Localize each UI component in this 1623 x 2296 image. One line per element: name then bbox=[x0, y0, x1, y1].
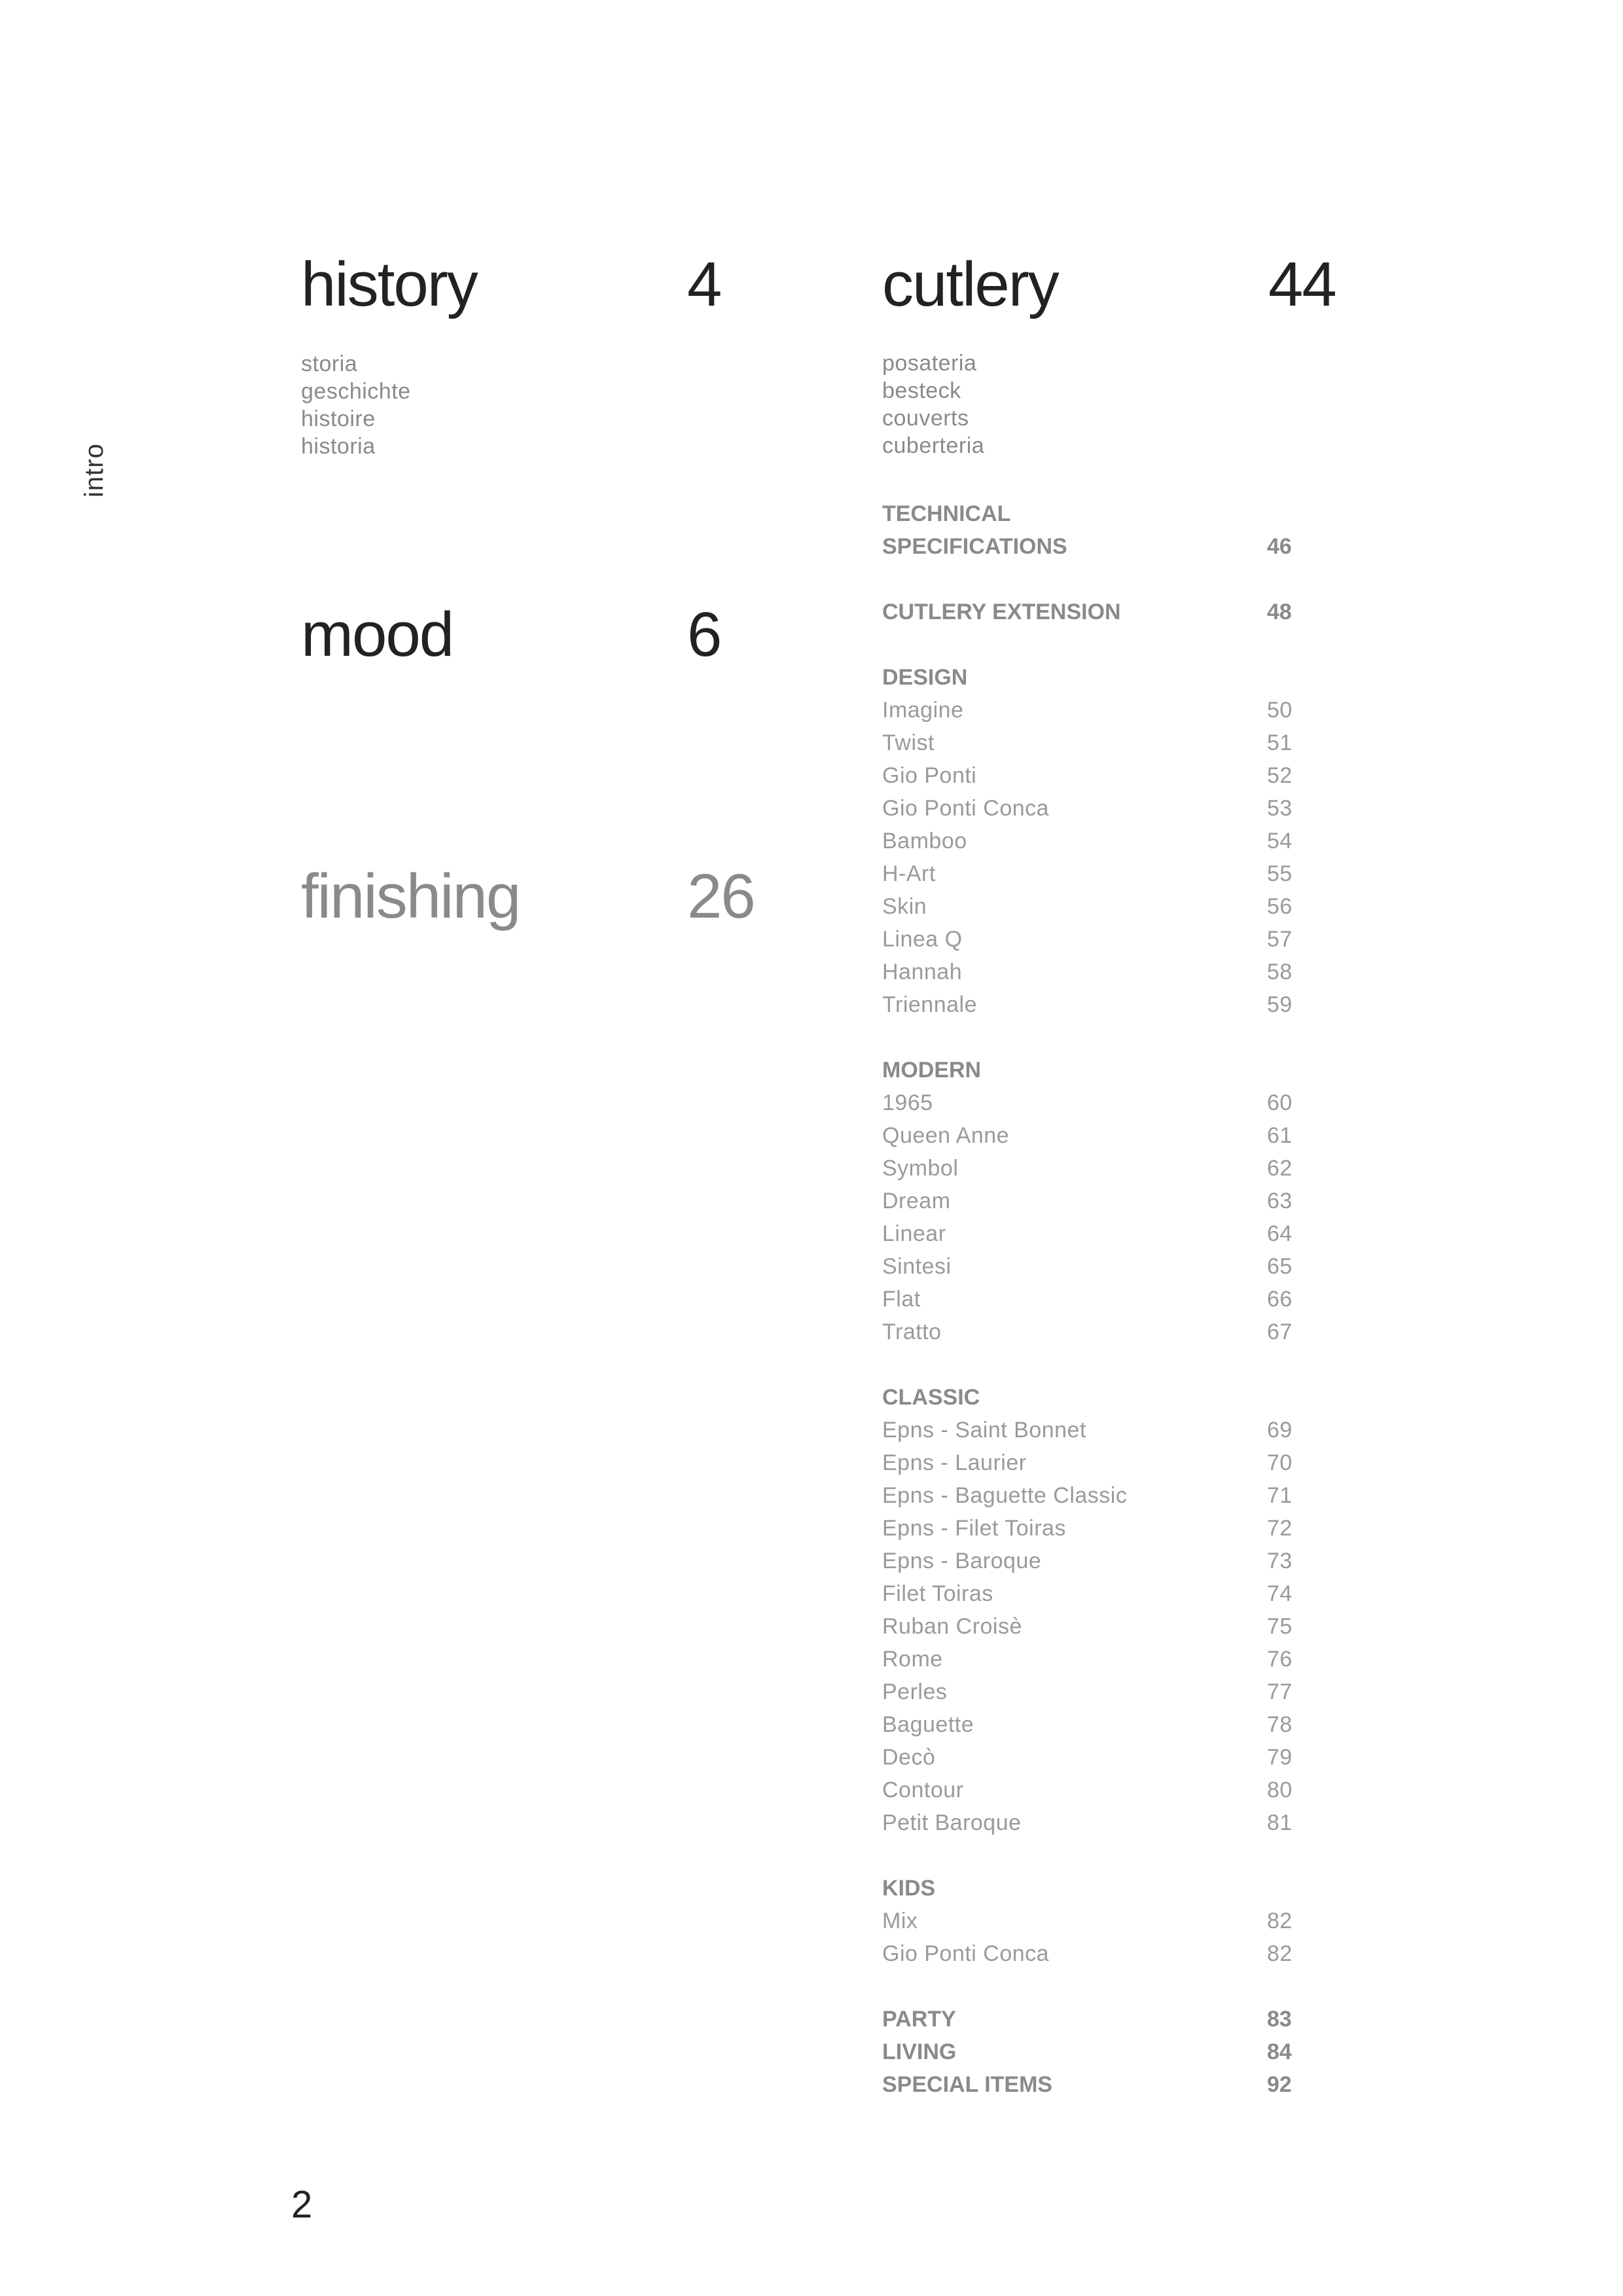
toc-heading: TECHNICAL bbox=[882, 501, 1011, 526]
toc-entry: SPECIFICATIONS 46 bbox=[882, 534, 1292, 559]
toc-item: Epns - Saint Bonnet 69 bbox=[882, 1418, 1293, 1443]
toc-item: Tratto 67 bbox=[882, 1319, 1293, 1344]
cutlery-translations bbox=[882, 350, 984, 459]
toc-item: Epns - Filet Toiras 72 bbox=[882, 1516, 1293, 1541]
translation: histoire bbox=[301, 406, 376, 431]
toc-entry: CUTLERY EXTENSION 48 bbox=[882, 600, 1292, 624]
translation: posateria bbox=[882, 351, 977, 376]
toc-item: 1965 60 bbox=[882, 1090, 1293, 1115]
toc-item: Baguette 78 bbox=[882, 1712, 1293, 1737]
toc-item: Rome 76 bbox=[882, 1647, 1293, 1672]
section-page-cutlery: 44 bbox=[1268, 249, 1336, 319]
toc-item: Gio Ponti 52 bbox=[882, 763, 1293, 788]
section-title-history: history bbox=[301, 249, 477, 319]
history-translations bbox=[301, 350, 411, 460]
toc-item: Perles 77 bbox=[882, 1679, 1293, 1704]
toc-item: Skin 56 bbox=[882, 894, 1293, 919]
section-title-cutlery: cutlery bbox=[882, 249, 1058, 319]
toc-item: H-Art 55 bbox=[882, 861, 1293, 886]
toc-item: Flat 66 bbox=[882, 1287, 1293, 1312]
toc-item: Bamboo 54 bbox=[882, 829, 1293, 853]
section-page-mood: 6 bbox=[687, 600, 721, 670]
toc-entry-living: LIVING 84 bbox=[882, 2039, 1292, 2064]
section-title-mood: mood bbox=[301, 600, 454, 670]
toc-heading-modern: MODERN bbox=[882, 1058, 982, 1083]
toc-item: Contour 80 bbox=[882, 1778, 1293, 1803]
toc-item: Epns - Baguette Classic 71 bbox=[882, 1483, 1293, 1508]
translation: geschichte bbox=[301, 379, 411, 404]
toc-item: Filet Toiras 74 bbox=[882, 1581, 1293, 1606]
toc-item: Triennale 59 bbox=[882, 992, 1293, 1017]
translation: besteck bbox=[882, 378, 961, 403]
page-number: 2 bbox=[291, 2183, 313, 2226]
toc-item: Gio Ponti Conca 82 bbox=[882, 1941, 1293, 1966]
toc-item: Decò 79 bbox=[882, 1745, 1293, 1770]
toc-heading-kids: KIDS bbox=[882, 1876, 936, 1901]
toc-item: Epns - Baroque 73 bbox=[882, 1549, 1293, 1573]
cutlery-toc bbox=[882, 497, 1301, 2101]
toc-item: Sintesi 65 bbox=[882, 1254, 1293, 1279]
toc-item: Mix 82 bbox=[882, 1909, 1293, 1933]
translation: couverts bbox=[882, 406, 969, 431]
translation: historia bbox=[301, 434, 376, 459]
side-label: intro bbox=[80, 443, 109, 497]
toc-item: Epns - Laurier 70 bbox=[882, 1450, 1293, 1475]
toc-item: Imagine 50 bbox=[882, 698, 1293, 723]
toc-item: Twist 51 bbox=[882, 730, 1293, 755]
toc-entry-special-items: SPECIAL ITEMS 92 bbox=[882, 2072, 1292, 2097]
translation: cuberteria bbox=[882, 433, 985, 458]
section-page-finishing: 26 bbox=[687, 861, 755, 931]
toc-item: Linea Q 57 bbox=[882, 927, 1293, 952]
toc-heading-classic: CLASSIC bbox=[882, 1385, 980, 1410]
toc-item: Queen Anne 61 bbox=[882, 1123, 1293, 1148]
toc-entry-party: PARTY 83 bbox=[882, 2007, 1292, 2032]
toc-item: Gio Ponti Conca 53 bbox=[882, 796, 1293, 821]
toc-item: Dream 63 bbox=[882, 1189, 1293, 1213]
toc-item: Hannah 58 bbox=[882, 960, 1293, 984]
toc-item: Petit Baroque 81 bbox=[882, 1810, 1293, 1835]
toc-item: Ruban Croisè 75 bbox=[882, 1614, 1293, 1639]
toc-heading-design: DESIGN bbox=[882, 665, 968, 690]
section-title-finishing: finishing bbox=[301, 861, 520, 931]
toc-item: Symbol 62 bbox=[882, 1156, 1293, 1181]
translation: storia bbox=[301, 351, 358, 376]
toc-item: Linear 64 bbox=[882, 1221, 1293, 1246]
section-page-history: 4 bbox=[687, 249, 721, 319]
